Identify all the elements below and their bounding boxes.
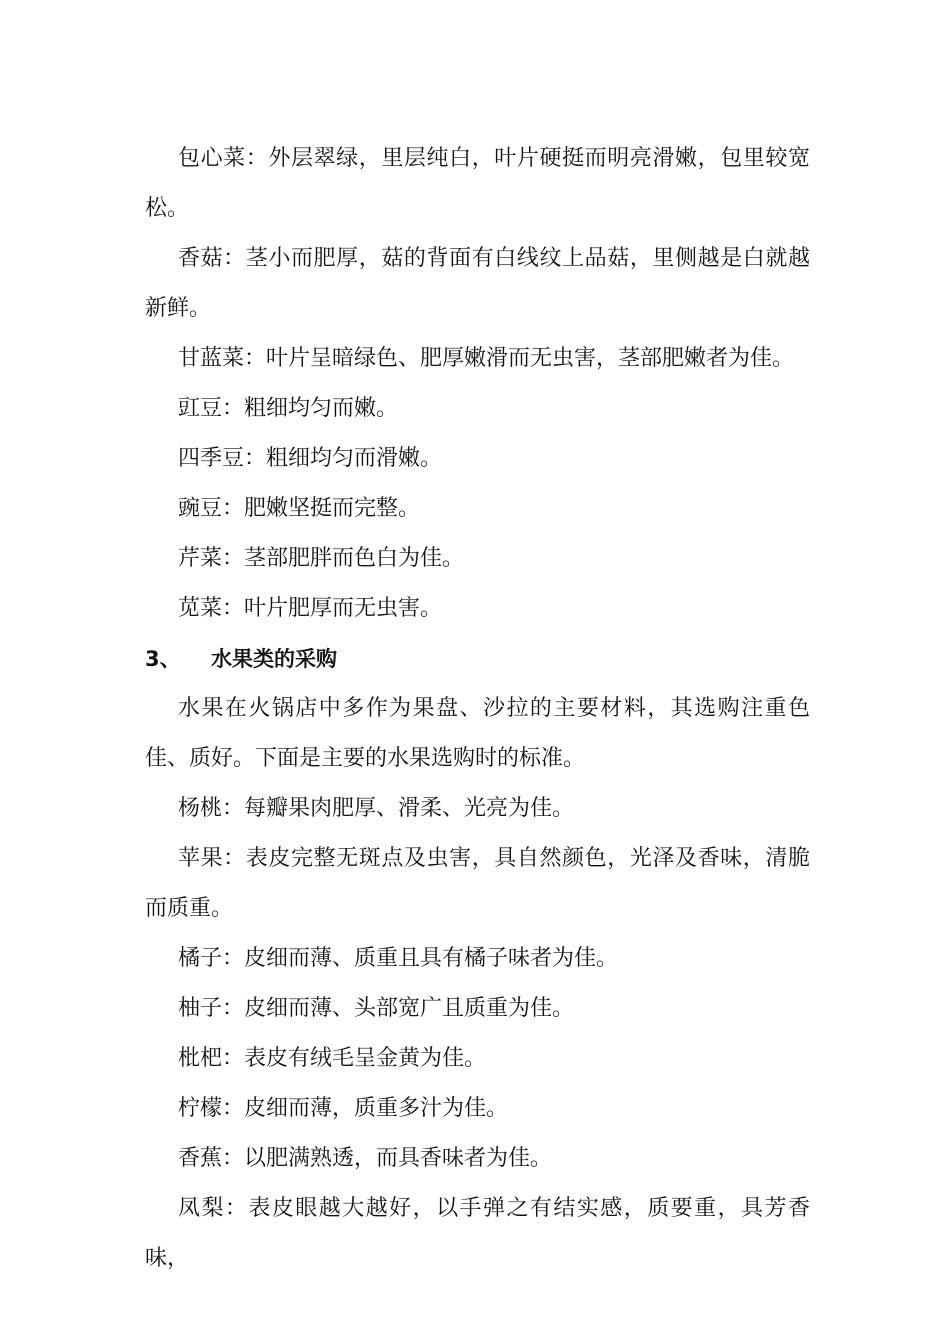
section-title: 水果类的采购 [211,647,337,671]
section-number: 3、 [145,647,181,671]
paragraph-mushroom: 香菇：茎小而肥厚，菇的背面有白线纹上品菇，里侧越是白就越新鲜。 [145,246,810,321]
paragraph-pea: 豌豆：肥嫩坚挺而完整。 [178,496,421,521]
paragraph-celery: 芹菜：茎部肥胖而色白为佳。 [178,546,465,571]
paragraph-apple: 苹果：表皮完整无斑点及虫害，具自然颜色，光泽及香味，清脆而质重。 [145,846,810,921]
paragraph-tangerine: 橘子：皮细而薄、质重且具有橘子味者为佳。 [178,946,619,971]
section-heading [145,634,810,684]
paragraph-cabbage: 包心菜：外层翠绿，里层纯白，叶片硬挺而明亮滑嫩，包里较宽松。 [145,146,810,221]
paragraph-lemon: 柠檬：皮细而薄，质重多汁为佳。 [178,1096,509,1121]
paragraph-pomelo: 柚子：皮细而薄、头部宽广且质重为佳。 [178,996,575,1021]
document-body [145,134,810,1284]
paragraph-pineapple: 凤梨：表皮眼越大越好，以手弹之有结实感，质要重，具芳香味， [145,1196,810,1271]
paragraph-banana: 香蕉：以肥满熟透，而具香味者为佳。 [178,1146,553,1171]
paragraph-starfruit: 杨桃：每瓣果肉肥厚、滑柔、光亮为佳。 [178,796,575,821]
paragraph-loquat: 枇杷：表皮有绒毛呈金黄为佳。 [178,1046,487,1071]
paragraph-kale: 甘蓝菜：叶片呈暗绿色、肥厚嫩滑而无虫害，茎部肥嫩者为佳。 [178,346,795,371]
paragraph-amaranth: 苋菜：叶片肥厚而无虫害。 [178,596,443,621]
paragraph-cowpea: 豇豆：粗细均匀而嫩。 [178,396,399,421]
paragraph-fruit-intro: 水果在火锅店中多作为果盘、沙拉的主要材料，其选购注重色佳、质好。下面是主要的水果选购时的标准。 [145,696,810,771]
paragraph-green-bean: 四季豆：粗细均匀而滑嫩。 [178,446,443,471]
